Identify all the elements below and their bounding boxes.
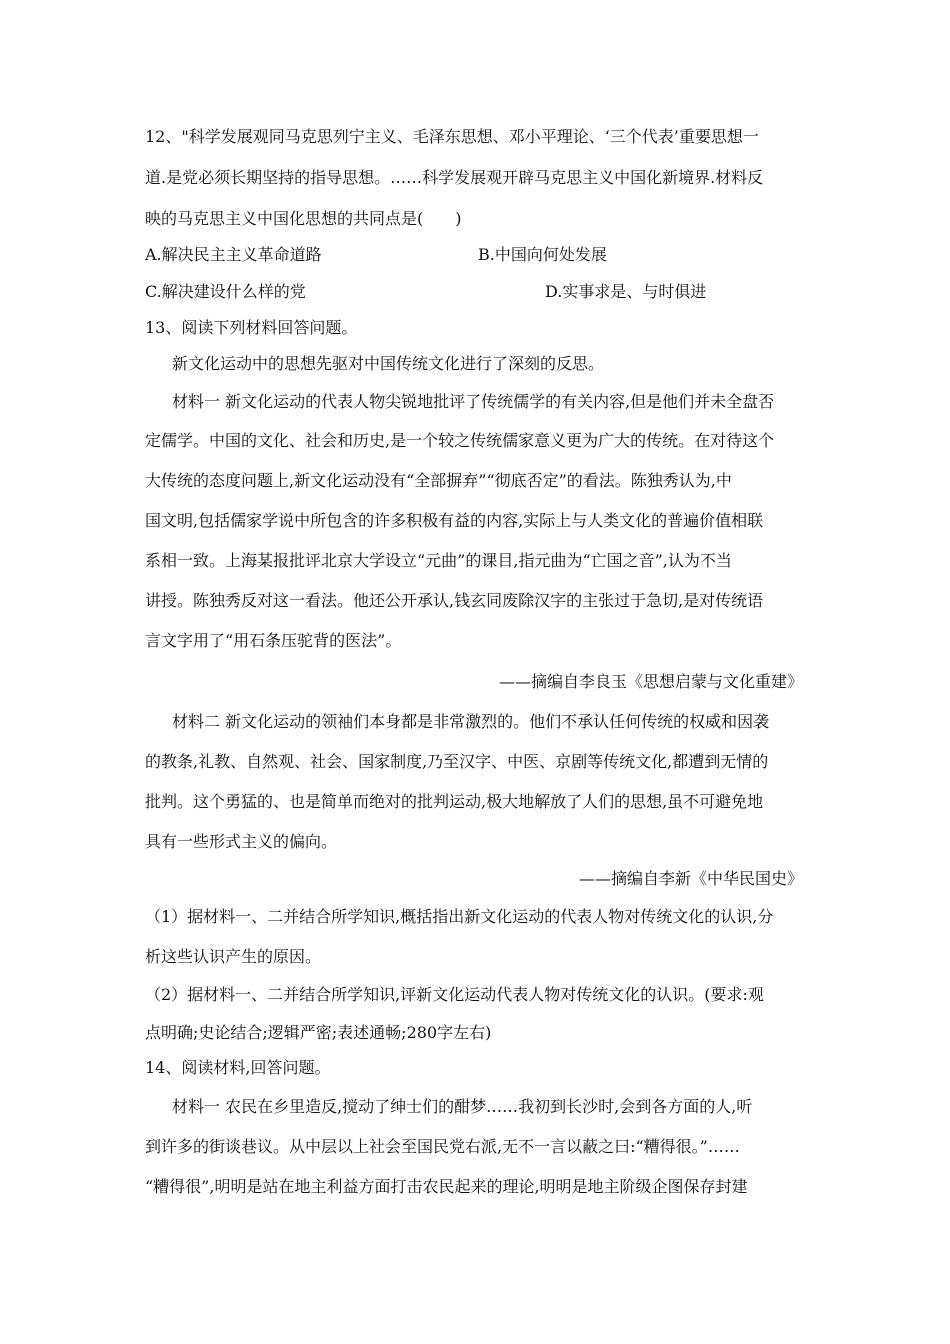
- q12-stem-line-2: 道.是党必须长期坚持的指导思想。……科学发展观开辟马克思主义中国化新境界.材料反: [145, 168, 764, 187]
- q14-heading: 14、阅读材料,回答问题。: [145, 1058, 331, 1077]
- q13-material2-source: ——摘编自李新《中华民国史》: [578, 869, 803, 888]
- q13-material1-line: 言文字用了“用石条压驼背的医法”。: [145, 631, 402, 650]
- q12-option-c: C.解决建设什么样的党: [145, 282, 306, 301]
- q12-option-a: A.解决民主主义革命道路: [145, 245, 322, 264]
- q13-material2-line: 具有一些形式主义的偏向。: [145, 832, 338, 851]
- q13-material2-line: 批判。这个勇猛的、也是简单而绝对的批判运动,极大地解放了人们的思想,虽不可避免地: [145, 792, 764, 811]
- q12-option-b: B.中国向何处发展: [478, 245, 607, 264]
- q12-stem-line-1: 12、"科学发展观同马克思列宁主义、毛泽东思想、邓小平理论、‘三个代表’重要思想一: [145, 127, 759, 146]
- q12-option-d: D.实事求是、与时俱进: [545, 282, 707, 301]
- q13-intro: 新文化运动中的思想先驱对中国传统文化进行了深刻的反思。: [172, 354, 605, 373]
- q13-subquestion-2: 点明确;史论结合;逻辑严密;表述通畅;280字左右): [145, 1023, 492, 1042]
- q13-material2-line: 材料二 新文化运动的领袖们本身都是非常激烈的。他们不承认任何传统的权威和因袭: [172, 712, 770, 731]
- q13-heading: 13、阅读下列材料回答问题。: [145, 318, 358, 337]
- q13-material1-line: 大传统的态度问题上,新文化运动没有“全部摒弃”“彻底否定”的看法。陈独秀认为,中: [145, 471, 732, 490]
- q14-material1-line: 到许多的街谈巷议。从中层以上社会至国民党右派,无不一言以蔽之曰:“糟得很。”……: [145, 1137, 740, 1156]
- q13-subquestion-1: （1）据材料一、二并结合所学知识,概括指出新文化运动的代表人物对传统文化的认识,分: [145, 907, 774, 926]
- q13-material2-line: 的教条,礼教、自然观、社会、国家制度,乃至汉字、中医、京剧等传统文化,都遭到无情的: [145, 752, 769, 771]
- q13-material1-source: ——摘编自李良玉《思想启蒙与文化重建》: [498, 672, 803, 691]
- q14-material1-line: 材料一 农民在乡里造反,搅动了绅士们的酣梦……我初到长沙时,会到各方面的人,听: [172, 1097, 753, 1116]
- q13-material1-line: 定儒学。中国的文化、社会和历史,是一个较之传统儒家意义更为广大的传统。在对待这个: [145, 431, 775, 450]
- q13-material1-line: 国文明,包括儒家学说中所包含的许多积极有益的内容,实际上与人类文化的普遍价值相联: [145, 511, 764, 530]
- q13-material1-line: 材料一 新文化运动的代表人物尖锐地批评了传统儒学的有关内容,但是他们并未全盘否: [172, 392, 775, 411]
- q12-stem-line-3: 映的马克思主义中国化思想的共同点是( ): [145, 209, 462, 228]
- q14-material1-line: “糟得很”,明明是站在地主利益方面打击农民起来的理论,明明是地主阶级企图保存封建: [145, 1177, 748, 1196]
- q13-material1-line: 讲授。陈独秀反对这一看法。他还公开承认,钱玄同废除汉字的主张过于急切,是对传统语: [145, 591, 764, 610]
- q13-material1-line: 系相一致。上海某报批评北京大学设立“元曲”的课目,指元曲为“亡国之音”,认为不当: [145, 551, 732, 570]
- q13-subquestion-1: 析这些认识产生的原因。: [145, 947, 322, 966]
- q13-subquestion-2: （2）据材料一、二并结合所学知识,评新文化运动代表人物对传统文化的认识。(要求:观: [145, 985, 764, 1004]
